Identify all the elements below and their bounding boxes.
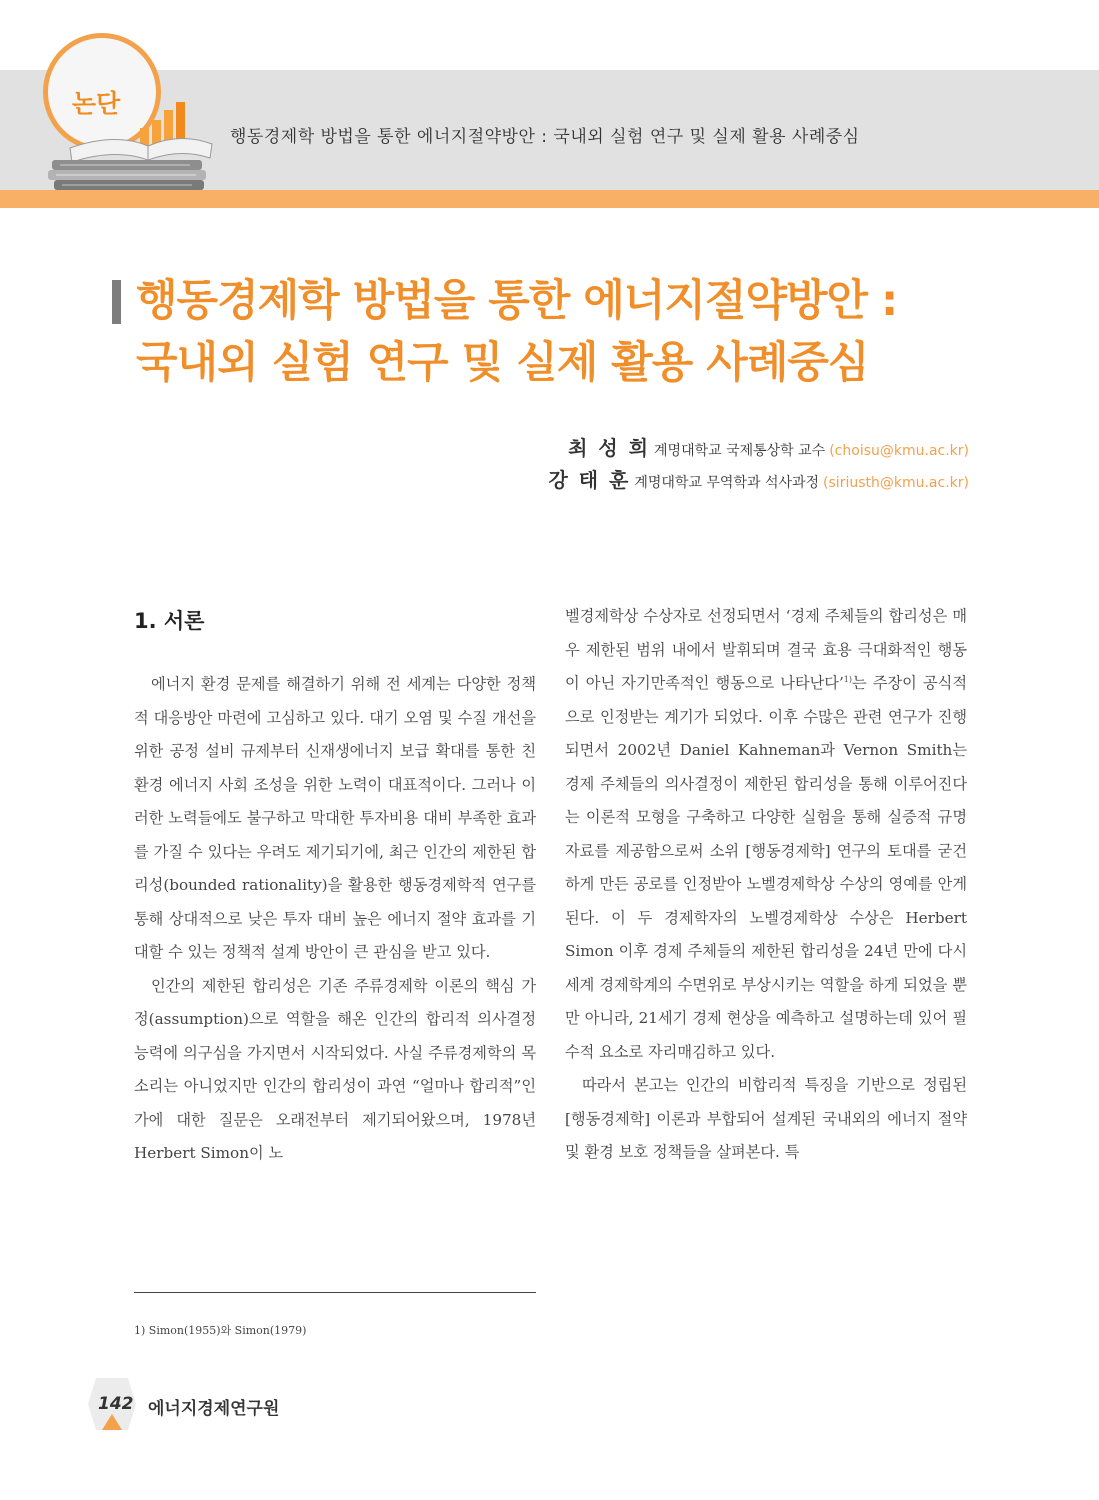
section-heading: 1. 서론 [134, 609, 205, 633]
author-row [548, 432, 969, 464]
body-paragraph: 에너지 환경 문제를 해결하기 위해 전 세계는 다양한 정책적 대응방안 마련에 고심하고 있다. 대기 오염 및 수질 개선을 위한 공정 설비 규제부터 신재생에너지 보급 확대를 통한 친환경 에너지 사회 조성을 위한 노력이 대표적이다. 그러나 이러한 노력들에도 불구하고 막대한 투자비용 대비 부족한 효과를 가질 수 있다는 우려도 제기되기에, 최근 인간의 제한된 합리성(bounded rationality)을 활용한 행동경제학적 연구를 통해 상대적으로 낮은 투자 대비 높은 에너지 절약 효과를 기대할 수 있는 정책적 설계 방안이 큰 관심을 받고 있다. [134, 675, 536, 961]
body-paragraph: 인간의 제한된 합리성은 기존 주류경제학 이론의 핵심 가정(assumption)으로 역할을 해온 인간의 합리적 의사결정 능력에 의구심을 가지면서 시작되었다. 사실 주류경제학의 목소리는 아니었지만 인간의 합리성이 과연 “얼마나 합리적”인가에 대한 질문은 오래전부터 제기되어왔으며, 1978년 Herbert Simon이 노 [134, 976, 536, 1162]
publisher-name: 에너지경제연구원 [148, 1399, 280, 1419]
author-email: (siriusth@kmu.ac.kr) [823, 475, 969, 491]
title-accent-bar [112, 280, 121, 324]
body-paragraph [565, 600, 967, 1069]
author-name: 최 성 희 [568, 436, 651, 460]
page-number: 142 [98, 1394, 134, 1414]
body-text: 는 주장이 공식적으로 인정받는 계기가 되었다. 이후 수많은 관련 연구가 진행되면서 2002년 Daniel Kahneman과 Vernon Smith는 경제 주체들의 의사결정이 제한된 합리성을 통해 이루어진다는 이론적 모형을 구축하고 다양한 실험을 통해 실증적 규명자료를 제공함으로써 소위 [행동경제학] 연구의 토대를 굳건하게 만든 공로를 인정받아 노벨경제학상 수상의 영예를 안게 된다. 이 두 경제학자의 노벨경제학상 수상은 Herbert Simon 이후 경제 주체들의 제한된 합리성을 24년 만에 다시 세계 경제학계의 수면위로 부상시키는 역할을 하게 되었을 뿐만 아니라, 21세기 경제 현상을 예측하고 설명하는데 있어 필수적 요소로 자리매김하고 있다. [565, 674, 967, 1061]
body-column-right [565, 600, 967, 1170]
author-list [548, 432, 969, 496]
running-header-title: 행동경제학 방법을 통한 에너지절약방안 : 국내외 실험 연구 및 실제 활용 사례중심 [230, 127, 860, 147]
article-title [136, 270, 897, 394]
books-chart-icon [40, 96, 220, 196]
footnote: 1) Simon(1955)와 Simon(1979) [134, 1324, 307, 1337]
author-name: 강 태 훈 [548, 468, 631, 492]
author-affiliation: 계명대학교 무역학과 석사과정 [634, 475, 820, 491]
article-title-line-2: 국내외 실험 연구 및 실제 활용 사례중심 [136, 338, 869, 388]
author-row [548, 464, 969, 496]
footnote-divider [134, 1292, 536, 1293]
author-email: (choisu@kmu.ac.kr) [829, 443, 969, 459]
article-title-line-1: 행동경제학 방법을 통한 에너지절약방안 : [136, 276, 898, 326]
author-affiliation: 계명대학교 국제통상학 교수 [654, 443, 826, 459]
body-text: 벨경제학상 수상자로 선정되면서 ‘경제 주체들의 합리성은 매우 제한된 범위 내에서 발휘되며 결국 효용 극대화적인 행동이 아닌 자기만족적인 행동으로 나타난다’ [565, 607, 967, 692]
footnote-marker[interactable]: 1) [843, 674, 853, 684]
section-badge-label: 논단 [71, 89, 121, 118]
body-paragraph: 따라서 본고는 인간의 비합리적 특징을 기반으로 정립된 [행동경제학] 이론과 부합되어 설계된 국내외의 에너지 절약 및 환경 보호 정책들을 살펴본다. 특 [565, 1076, 967, 1161]
body-column-left [134, 600, 536, 1171]
